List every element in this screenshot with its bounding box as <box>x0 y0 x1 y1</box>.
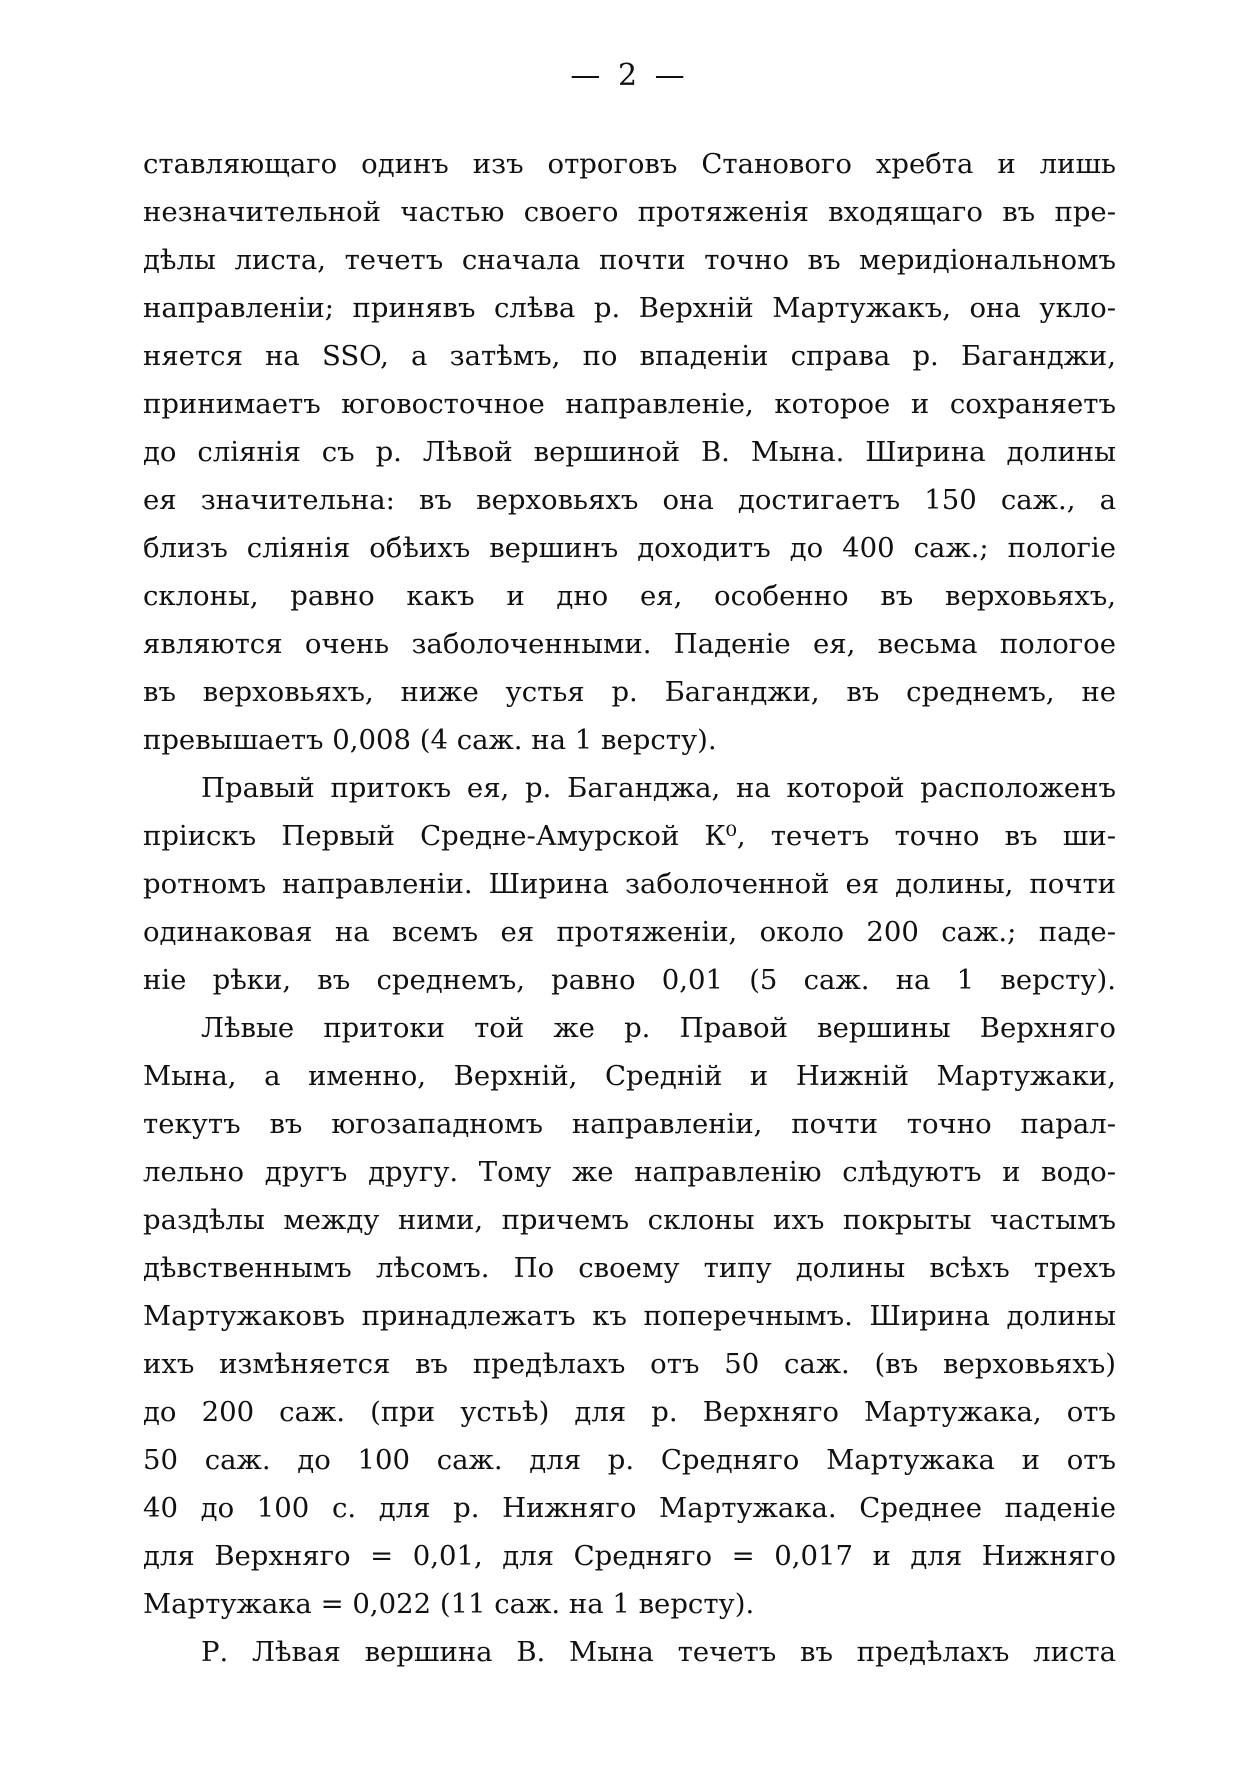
text-line: ихъ измѣняется въ предѣлахъ отъ 50 саж. (въ верховьяхъ) <box>143 1348 1116 1380</box>
text-line: Правый притокъ ея, р. Баганджа, на которой расположенъ <box>201 772 1116 804</box>
text-line: близъ сліянія обѣихъ вершинъ доходитъ до 400 саж.; пологіе <box>143 532 1116 564</box>
text-line: няется на SSO, а затѣмъ, по впаденіи справа р. Баганджи, <box>143 340 1116 372</box>
text-line: Р. Лѣвая вершина В. Мына течетъ въ предѣлахъ листа <box>201 1636 1116 1668</box>
text-line: являются очень заболоченными. Паденіе ея, весьма пологое <box>143 628 1116 660</box>
text-line: до слiянія съ р. Лѣвой вершиной В. Мына. Ширина долины <box>143 436 1116 468</box>
text-line: одинаковая на всемъ ея протяженіи, около 200 саж.; паде- <box>143 916 1116 948</box>
text-line: лельно другъ другу. Тому же направленію слѣдуютъ и водо- <box>143 1156 1116 1188</box>
text-line: превышаетъ 0,008 (4 саж. на 1 версту). <box>143 724 717 756</box>
text-line: ставляющаго одинъ изъ отроговъ Станового хребта и лишь <box>143 148 1116 180</box>
text-line: ніе рѣки, въ среднемъ, равно 0,01 (5 саж. на 1 версту). <box>143 964 1116 996</box>
text-line: для Верхняго = 0,01, для Средняго = 0,017 и для Нижняго <box>143 1540 1116 1572</box>
text-line: направленіи; принявъ слѣва р. Верхній Мартужакъ, она укло- <box>143 292 1116 324</box>
text-line: дѣлы листа, течетъ сначала почти точно въ меридіональномъ <box>143 244 1116 276</box>
text-line: Мартужака = 0,022 (11 саж. на 1 версту). <box>143 1588 755 1620</box>
text-line: ея значительна: въ верховьяхъ она достигаетъ 150 саж., а <box>143 484 1116 516</box>
body-text <box>143 140 1116 1676</box>
text-line: до 200 саж. (при устьѣ) для р. Верхняго Мартужака, отъ <box>143 1396 1116 1428</box>
text-line: ротномъ направленіи. Ширина заболоченной ея долины, почти <box>143 868 1116 900</box>
text-line: принимаетъ юговосточное направленіе, которое и сохраняетъ <box>143 388 1116 420</box>
text-line: Лѣвые притоки той же р. Правой вершины Верхняго <box>201 1012 1116 1044</box>
page-number: — 2 — <box>570 58 689 93</box>
text-line: незначительной частью своего протяженія входящаго въ пре- <box>143 196 1116 228</box>
text-line: текутъ въ югозападномъ направленіи, почти точно парал- <box>143 1108 1116 1140</box>
text-line: склоны, равно какъ и дно ея, особенно въ верховьяхъ, <box>143 580 1116 612</box>
text-line: Мына, а именно, Верхній, Средній и Нижній Мартужаки, <box>143 1060 1116 1092</box>
text-line: 50 саж. до 100 саж. для р. Средняго Мартужака и отъ <box>143 1444 1116 1476</box>
text-line: пріискъ Первый Средне-Амурской К⁰, течетъ точно въ ши- <box>143 820 1116 852</box>
text-line: 40 до 100 с. для р. Нижняго Мартужака. Среднее паденіе <box>143 1492 1116 1524</box>
text-line: дѣвственнымъ лѣсомъ. По своему типу долины всѣхъ трехъ <box>143 1252 1116 1284</box>
text-line: раздѣлы между ними, причемъ склоны ихъ покрыты частымъ <box>143 1204 1116 1236</box>
text-line: въ верховьяхъ, ниже устья р. Баганджи, въ среднемъ, не <box>143 676 1116 708</box>
text-line: Мартужаковъ принадлежатъ къ поперечнымъ. Ширина долины <box>143 1300 1116 1332</box>
